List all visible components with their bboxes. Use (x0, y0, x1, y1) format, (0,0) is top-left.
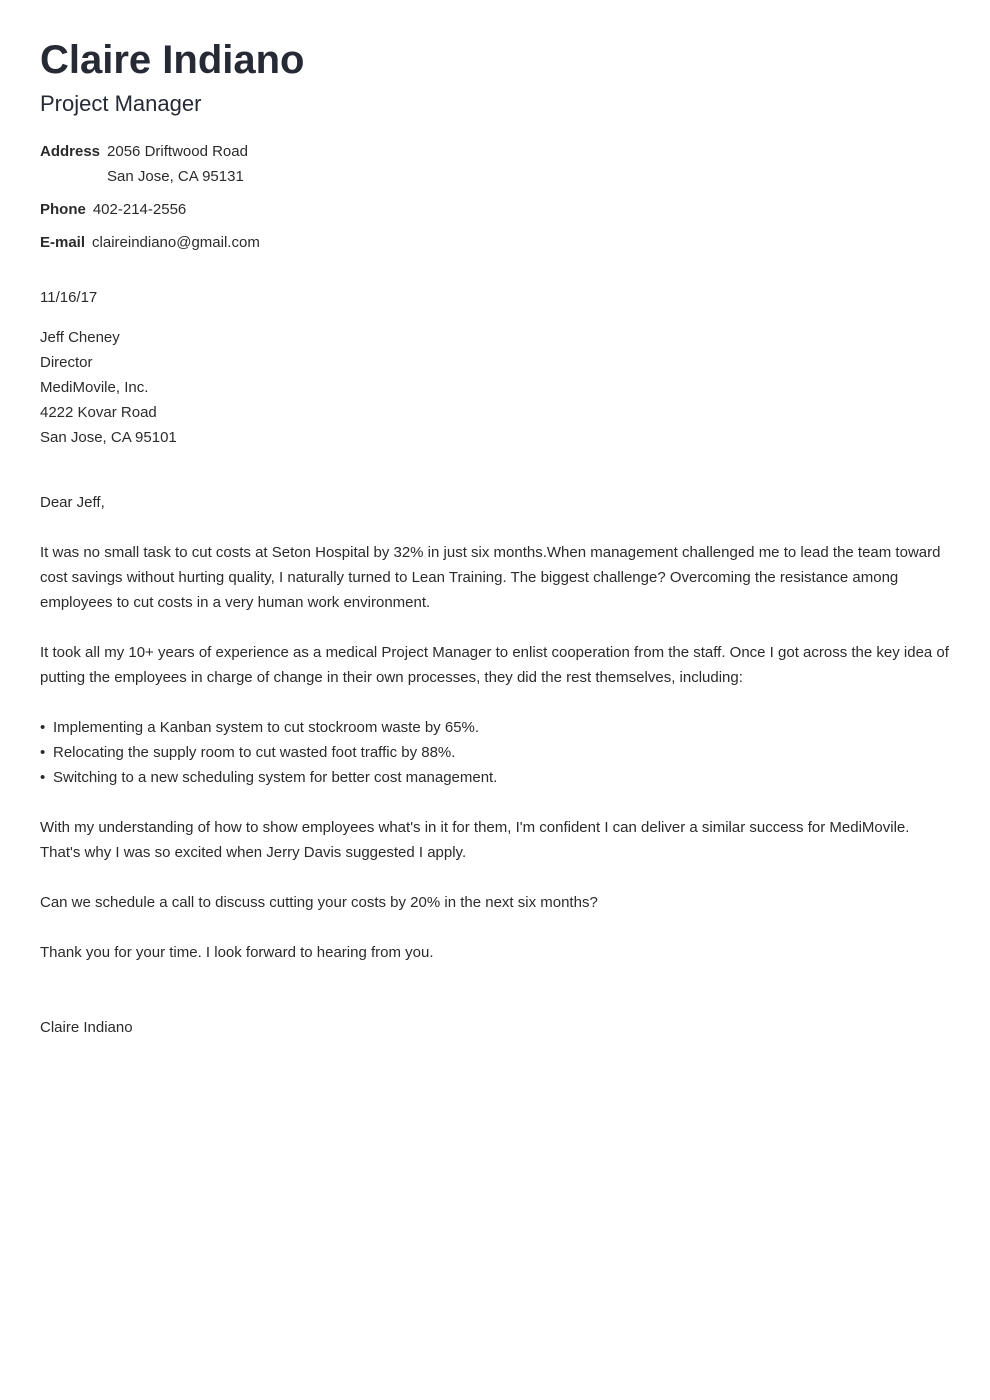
address-value (107, 139, 248, 189)
recipient-street: 4222 Kovar Road (40, 404, 157, 421)
achievement-list (40, 715, 497, 790)
paragraph-confidence: With my understanding of how to show employees what's in it for them, I'm confident I can deliver a similar success for MediMovile. That's why I was so excited when Jerry Davis suggested I apply. (40, 819, 910, 861)
address-label: Address (40, 143, 101, 160)
applicant-name: Claire Indiano (40, 38, 305, 82)
phone-value: 402-214-2556 (92, 201, 187, 218)
address-line-2: San Jose, CA 95131 (107, 168, 244, 185)
contact-email-row (40, 230, 260, 255)
list-item-text: Switching to a new scheduling system for better cost management. (53, 769, 498, 786)
paragraph-call-to-action: Can we schedule a call to discuss cutting your costs by 20% in the next six months? (40, 894, 598, 911)
list-item (40, 715, 497, 740)
recipient-name: Jeff Cheney (40, 329, 120, 346)
contact-phone-row (40, 197, 186, 222)
recipient-company: MediMovile, Inc. (40, 379, 149, 396)
address-line-1: 2056 Driftwood Road (107, 143, 248, 160)
bullet-icon: • (40, 744, 46, 761)
signature-name: Claire Indiano (40, 1019, 133, 1036)
email-label: E-mail (40, 234, 86, 251)
phone-label: Phone (40, 201, 86, 218)
list-item (40, 765, 497, 790)
paragraph-experience: It took all my 10+ years of experience as a medical Project Manager to enlist cooperation from the staff. Once I got across the key idea of putting the employees in charge of change in their own processes, they did the rest themselves, including: (40, 644, 949, 686)
paragraph-intro: It was no small task to cut costs at Seton Hospital by 32% in just six months.When management challenged me to lead the team toward cost savings without hurting quality, I naturally turned to Lean Training. The biggest challenge? Overcoming the resistance among employees to cut costs in a very human work environment. (40, 544, 941, 611)
bullet-icon: • (40, 769, 46, 786)
bullet-icon: • (40, 719, 46, 736)
letter-date: 11/16/17 (40, 289, 98, 306)
list-item-text: Relocating the supply room to cut wasted foot traffic by 88%. (53, 744, 456, 761)
recipient-city: San Jose, CA 95101 (40, 429, 177, 446)
paragraph-closing: Thank you for your time. I look forward to hearing from you. (40, 944, 434, 961)
recipient-title: Director (40, 354, 93, 371)
list-item (40, 740, 497, 765)
recipient-block (40, 325, 177, 450)
applicant-title: Project Manager (40, 91, 202, 116)
email-value: claireindiano@gmail.com (92, 234, 260, 251)
salutation: Dear Jeff, (40, 494, 105, 511)
contact-address-row (40, 139, 248, 189)
list-item-text: Implementing a Kanban system to cut stockroom waste by 65%. (53, 719, 480, 736)
